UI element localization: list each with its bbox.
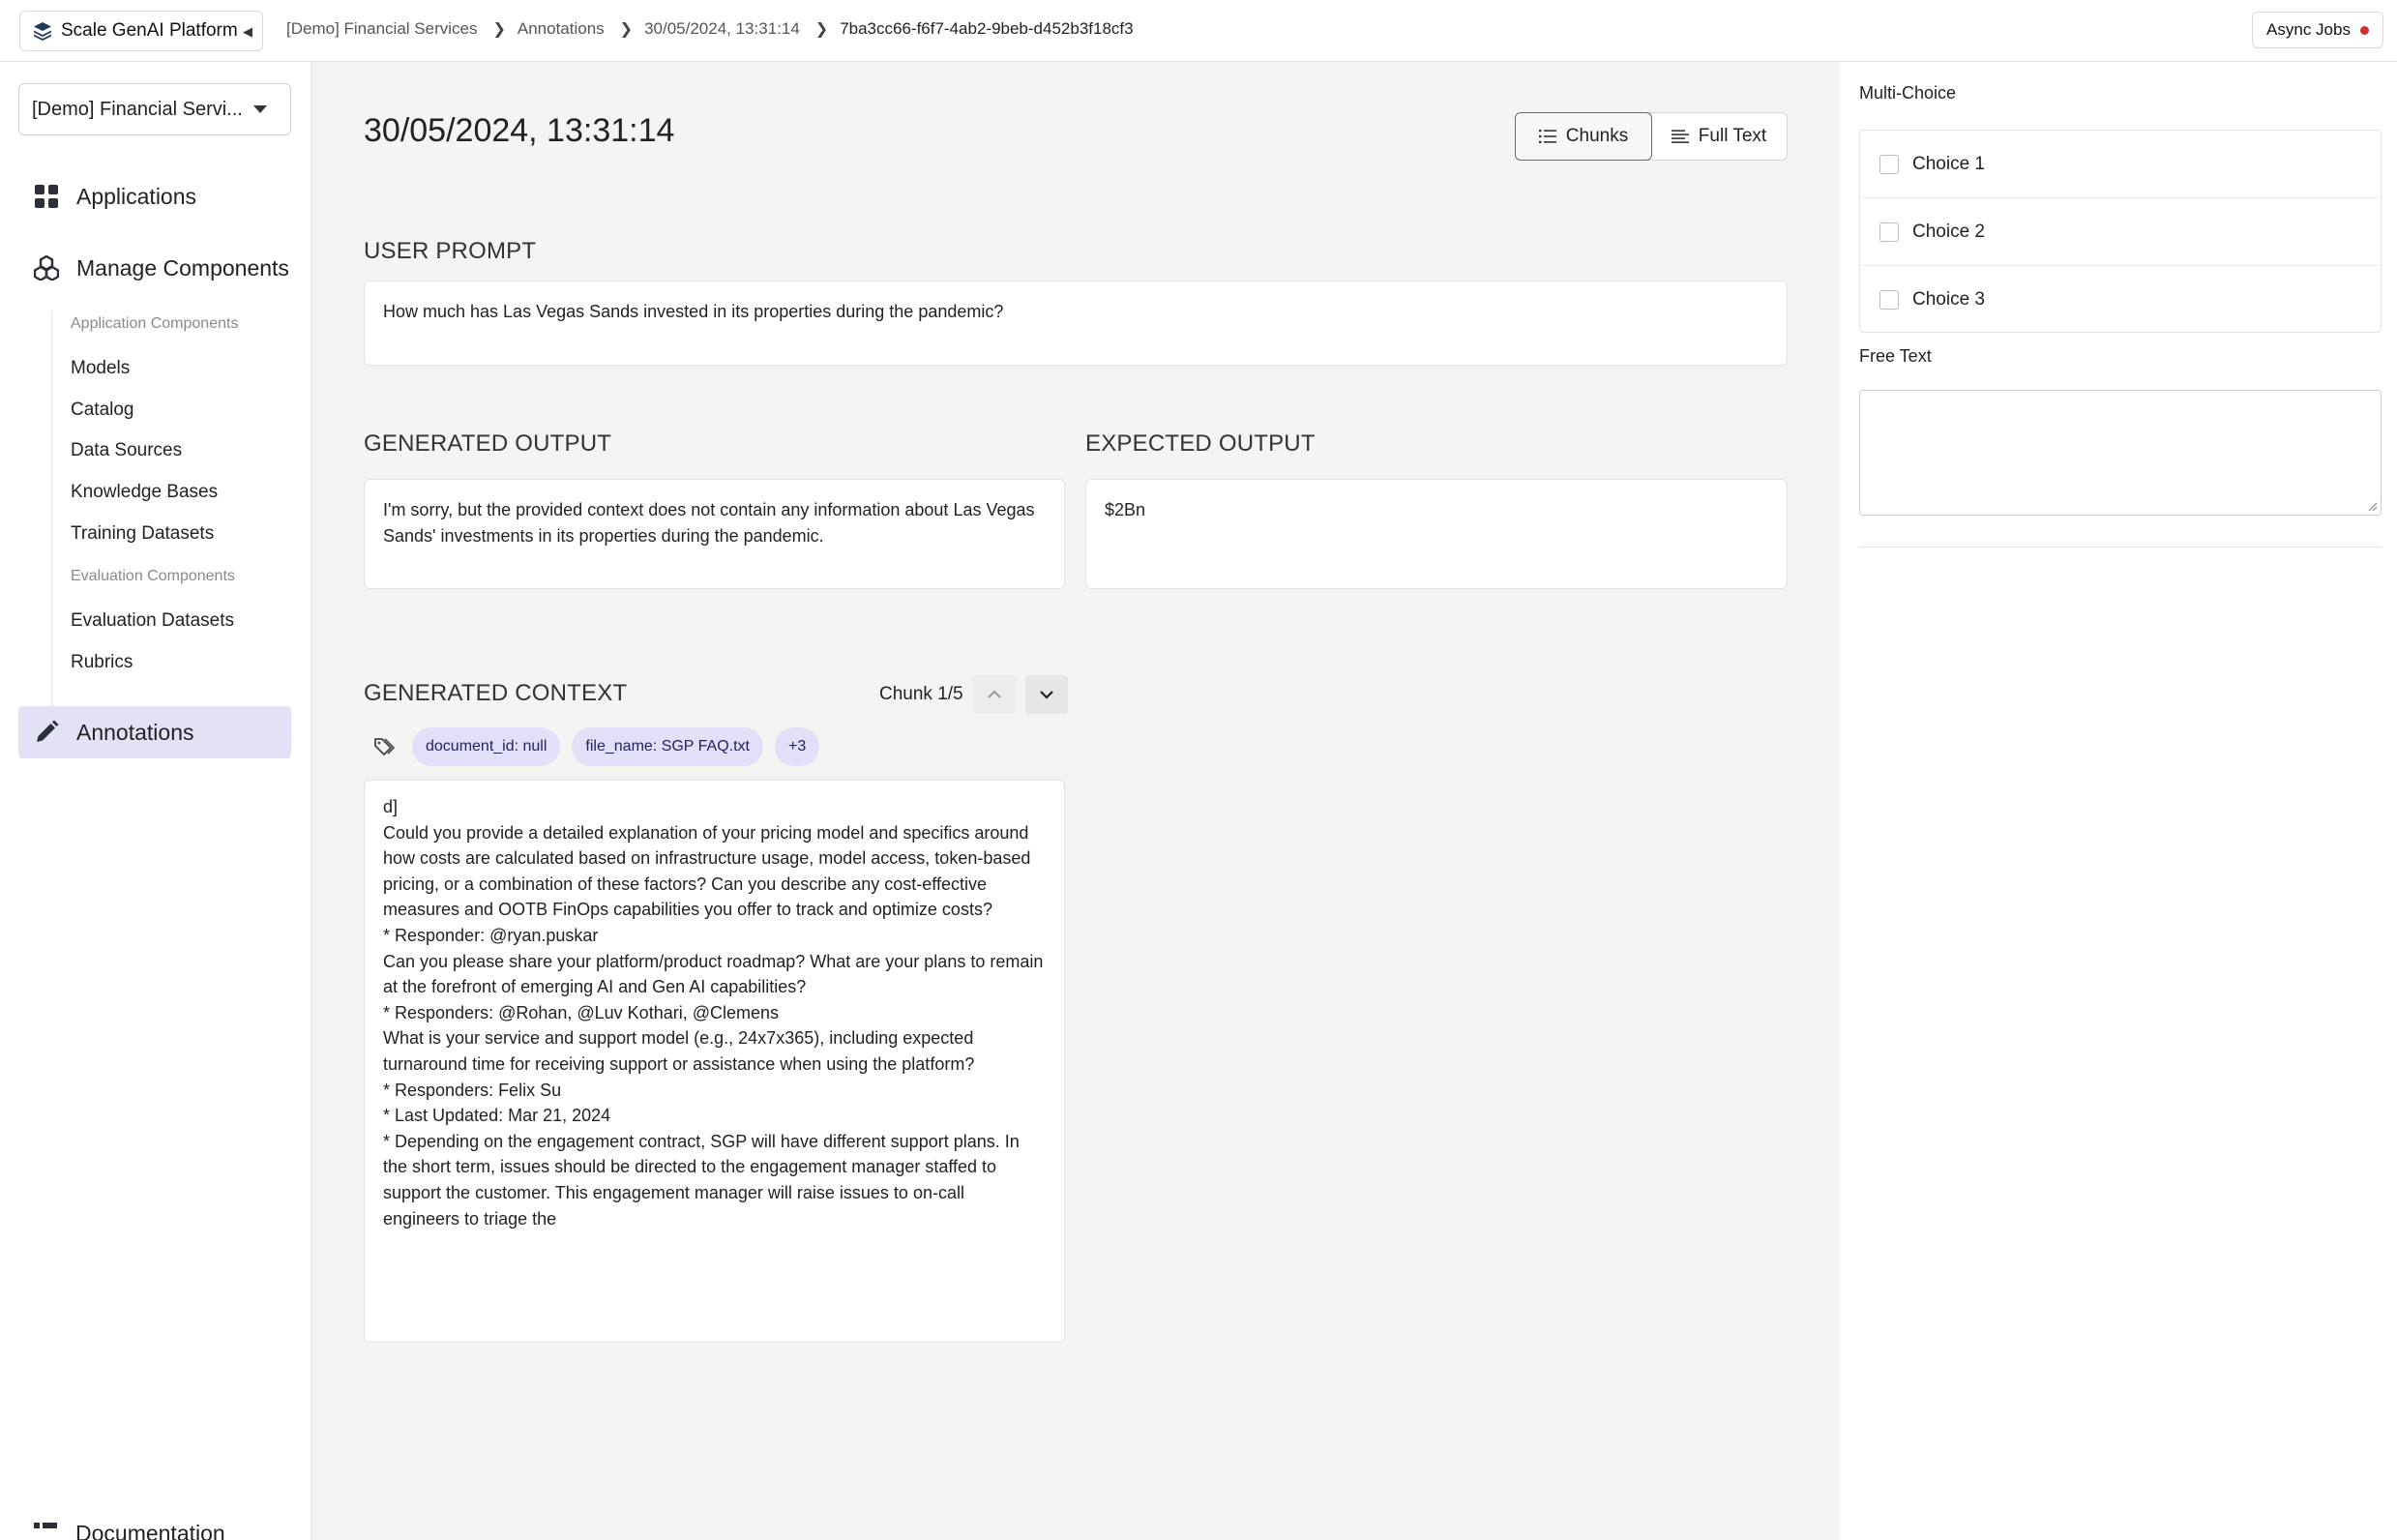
user-prompt-text: How much has Las Vegas Sands invested in its properties during the pandemic? xyxy=(383,302,1004,321)
checkbox[interactable] xyxy=(1879,290,1899,310)
platform-switcher[interactable] xyxy=(19,11,263,51)
breadcrumb-annotations[interactable]: Annotations xyxy=(517,19,605,38)
pencil-icon xyxy=(34,720,59,745)
top-bar xyxy=(0,0,2397,62)
annotation-panel xyxy=(1840,62,2397,1540)
next-chunk-button[interactable] xyxy=(1025,675,1068,714)
checkbox[interactable] xyxy=(1879,222,1899,242)
sidebar-item-applications[interactable] xyxy=(18,170,291,222)
generated-output-heading: GENERATED OUTPUT xyxy=(364,430,612,457)
async-jobs-label: Async Jobs xyxy=(2266,20,2351,39)
workspace-select[interactable] xyxy=(18,83,291,135)
chevron-right-icon: ❯ xyxy=(619,21,634,38)
chunks-label: Chunks xyxy=(1565,126,1629,146)
sidebar xyxy=(0,62,311,1540)
breadcrumb-workspace[interactable]: [Demo] Financial Services xyxy=(286,19,478,38)
generated-output-text: I'm sorry, but the provided context does not contain any information about Las Vegas Sands' investments in its properties during the pandemic. xyxy=(383,500,1035,546)
page-title: 30/05/2024, 13:31:14 xyxy=(364,112,675,149)
view-toggle xyxy=(1515,112,1788,161)
sidebar-item-rubrics[interactable]: Rubrics xyxy=(71,652,133,672)
resize-grip-icon[interactable] xyxy=(2366,500,2378,512)
sidebar-item-manage-components[interactable] xyxy=(18,242,291,294)
collapse-caret-icon: ◀ xyxy=(243,24,252,39)
breadcrumb xyxy=(286,19,1134,39)
user-prompt-heading: USER PROMPT xyxy=(364,238,537,264)
sidebar-item-models[interactable]: Models xyxy=(71,358,131,378)
multi-choice-label: Multi-Choice xyxy=(1859,83,1957,103)
sidebar-item-documentation[interactable] xyxy=(33,1521,225,1540)
expected-output-heading: EXPECTED OUTPUT xyxy=(1085,430,1316,457)
tag-file-name[interactable]: file_name: SGP FAQ.txt xyxy=(572,727,763,766)
breadcrumb-date[interactable]: 30/05/2024, 13:31:14 xyxy=(644,19,800,38)
metadata-tags xyxy=(373,727,819,766)
chevron-right-icon: ❯ xyxy=(814,21,829,38)
brand-name: Scale GenAI Platform xyxy=(61,20,238,41)
generated-output-card xyxy=(364,479,1065,589)
chunks-toggle-button[interactable] xyxy=(1515,112,1652,161)
docs-grid-icon xyxy=(33,1522,58,1540)
sidebar-item-training-datasets[interactable]: Training Datasets xyxy=(71,523,215,544)
evaluation-components-title: Evaluation Components xyxy=(71,568,235,584)
tag-document-id[interactable]: document_id: null xyxy=(412,727,560,766)
subgroup-divider xyxy=(51,311,52,743)
context-chunk-text: d] Could you provide a detailed explanation of your pricing model and specifics around how costs are calculated based on infrastructure usage, model access, token-based pricing, or a combination of these factors? Can you describe any cost-effective measures and OOTB FinOps capabilities you offer to track and optimize costs? * Responder: @ryan.puskar Can you please share your platform/product roadmap? What are your plans to remain at the forefront of emerging AI and Gen AI capabilities? * Responders: @Rohan, @Luv Kothari, @Clemens What is your service and support model (e.g., 24x7x365), including expected turnaround time for receiving support or assistance when using the platform? * Responders: Felix Su * Last Updated: Mar 21, 2024 * Depending on the engagement contract, SGP will have different support plans. In the short term, issues should be directed to the engagement manager staffed to support the customer. This engagement manager will raise issues to on-call engineers to triage the xyxy=(383,797,1044,1229)
sidebar-item-label: Documentation xyxy=(75,1521,225,1540)
main-content xyxy=(312,62,1839,1540)
sidebar-item-knowledge-bases[interactable]: Knowledge Bases xyxy=(71,482,219,502)
chunk-counter: Chunk 1/5 xyxy=(879,684,963,704)
sidebar-item-label: Applications xyxy=(76,183,197,209)
async-jobs-button[interactable] xyxy=(2252,12,2383,48)
generated-context-heading: GENERATED CONTEXT xyxy=(364,680,628,706)
workspace-select-value: [Demo] Financial Servi... xyxy=(32,98,243,120)
checkbox[interactable] xyxy=(1879,155,1899,174)
sidebar-item-label: Manage Components xyxy=(76,254,289,281)
list-icon xyxy=(1539,129,1556,144)
tags-icon xyxy=(373,736,395,757)
breadcrumb-id: 7ba3cc66-f6f7-4ab2-9beb-d452b3f18cf3 xyxy=(840,19,1134,38)
grid-icon xyxy=(34,184,59,209)
free-text-input[interactable] xyxy=(1859,390,2382,516)
dropdown-arrow-icon xyxy=(253,105,267,113)
panel-divider xyxy=(1859,547,2382,548)
full-text-toggle-button[interactable] xyxy=(1651,113,1787,160)
choice-label: Choice 3 xyxy=(1912,289,1985,310)
sidebar-item-catalog[interactable]: Catalog xyxy=(71,400,134,420)
sidebar-item-label: Annotations xyxy=(76,719,194,745)
user-prompt-card xyxy=(364,281,1788,366)
multi-choice-group xyxy=(1859,130,2382,333)
cubes-icon xyxy=(34,255,59,281)
sidebar-item-evaluation-datasets[interactable]: Evaluation Datasets xyxy=(71,610,234,631)
choice-label: Choice 1 xyxy=(1912,153,1985,174)
chevron-down-icon xyxy=(1039,690,1054,699)
chunk-navigator xyxy=(879,675,1068,714)
free-text-label: Free Text xyxy=(1859,346,1932,366)
sidebar-item-data-sources[interactable]: Data Sources xyxy=(71,440,183,460)
choice-option-3[interactable] xyxy=(1860,266,2381,334)
chevron-up-icon xyxy=(987,690,1002,699)
context-chunk-card xyxy=(364,780,1065,1343)
previous-chunk-button[interactable] xyxy=(973,675,1016,714)
full-text-label: Full Text xyxy=(1698,126,1767,146)
tag-more[interactable]: +3 xyxy=(775,727,819,766)
chevron-right-icon: ❯ xyxy=(492,21,506,38)
choice-option-2[interactable] xyxy=(1860,198,2381,266)
text-align-icon xyxy=(1672,129,1689,144)
sidebar-item-annotations[interactable] xyxy=(18,706,291,758)
expected-output-text: $2Bn xyxy=(1105,500,1146,519)
choice-label: Choice 2 xyxy=(1912,221,1985,242)
choice-option-1[interactable] xyxy=(1860,131,2381,198)
expected-output-card xyxy=(1085,479,1788,589)
status-dot-icon xyxy=(2360,26,2369,35)
application-components-title: Application Components xyxy=(71,315,239,332)
layers-logo-icon xyxy=(32,20,53,42)
